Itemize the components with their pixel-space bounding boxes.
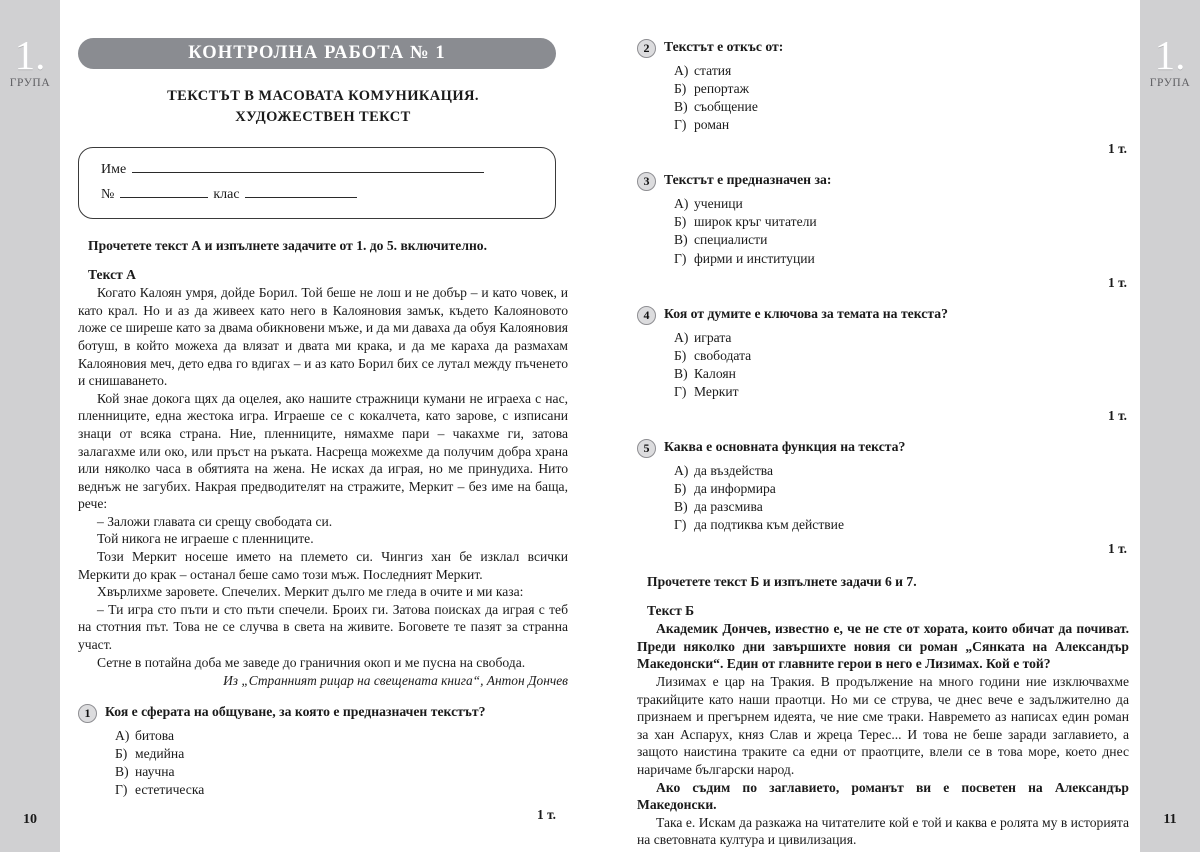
option-key: Г) <box>674 117 687 133</box>
section-spacer <box>637 557 1129 574</box>
right-page-column <box>637 0 1129 852</box>
option-key: Б) <box>674 347 687 363</box>
option-label: фирми и институции <box>694 250 815 266</box>
option-label: играта <box>694 329 732 345</box>
text-a-paragraph: Сетне в потайна доба ме заведе до граничния окоп и ме пусна на свобода. <box>97 654 526 670</box>
option-item[interactable] <box>674 498 1129 516</box>
left-page-column <box>78 0 568 852</box>
option-label: статия <box>694 63 732 78</box>
option-key: Б) <box>674 81 687 97</box>
question-number-badge: 2 <box>637 39 656 58</box>
text-b-interview-answer: Лизимах е цар на Тракия. В продължение на много години ние изключвахме тракийците като наши праотци. Но ми се струва, че днес вече е задължително да признаем и прегърнем идеята, че ние сме траки. Навремето аз написах един роман за хан Аспарух, княз Слав и жреца Терес... И това не беше заради заглавието, а защото наистина траките са едни от праотците, влели се в това море, което днес наричаме български народ. <box>637 674 1129 777</box>
option-label: репортаж <box>694 81 750 97</box>
question-3 <box>637 171 1129 290</box>
option-item[interactable] <box>674 347 1129 365</box>
option-key: А) <box>674 196 689 212</box>
option-label: битова <box>135 728 175 744</box>
number-label: № <box>101 186 115 202</box>
text-a-paragraph: Той никога не играеше с пленниците. <box>97 531 314 547</box>
option-item[interactable] <box>674 62 1129 80</box>
option-key: В) <box>674 232 688 248</box>
option-item[interactable] <box>674 195 1129 213</box>
question-4-head <box>637 305 1129 325</box>
page-number-left: 10 <box>23 812 37 827</box>
option-item[interactable] <box>674 231 1129 249</box>
question-5 <box>637 438 1129 557</box>
question-number-badge: 3 <box>637 172 656 191</box>
option-item[interactable] <box>115 745 568 763</box>
group-tab-left <box>0 0 60 852</box>
text-a-paragraph: – Заложи главата си срещу свободата си. <box>97 513 333 529</box>
group-tab-right <box>1140 0 1200 852</box>
option-item[interactable] <box>674 365 1129 383</box>
question-5-options <box>637 462 1129 534</box>
option-item[interactable] <box>115 781 568 799</box>
option-label: научна <box>135 764 175 780</box>
question-4-points: 1 т. <box>1108 407 1127 423</box>
option-key: А) <box>674 63 689 78</box>
question-1-head <box>78 703 568 723</box>
question-2-options <box>637 62 1129 134</box>
instruction-text-a: Прочетете текст А и изпълнете задачите от 1. до 5. включително. <box>88 238 487 254</box>
option-item[interactable] <box>674 80 1129 98</box>
group-label-right: ГРУПА <box>1149 76 1191 89</box>
question-2-prompt: Текстът е откъс от: <box>664 39 784 54</box>
option-label: роман <box>694 117 730 133</box>
option-label: да разсмива <box>694 499 763 515</box>
text-b-interview-question: Ако съдим по заглавието, романът ви е посветен на Александър Македонски. <box>637 779 1129 813</box>
option-item[interactable] <box>674 516 1129 534</box>
option-item[interactable] <box>674 98 1129 116</box>
option-key: А) <box>674 329 689 345</box>
option-label: широк кръг читатели <box>694 214 817 230</box>
question-3-head <box>637 171 1129 191</box>
number-input-line[interactable] <box>120 186 208 198</box>
option-key: Г) <box>674 517 687 533</box>
subtitle-line-2: ХУДОЖЕСТВЕН ТЕКСТ <box>235 108 411 125</box>
name-row <box>101 158 537 183</box>
student-info-box <box>78 147 556 219</box>
text-a-paragraph: – Ти игра сто пъти и сто пъти спечели. Броих ги. Затова поисках да играя с теб на стотния път. Това не се случва в света на живите. Боговете те пазят за странна участ. <box>78 601 568 653</box>
name-label: Име <box>101 162 127 178</box>
question-1 <box>78 703 568 822</box>
banner-title: КОНТРОЛНА РАБОТА № 1 <box>188 43 446 63</box>
class-input-line[interactable] <box>245 186 357 198</box>
text-b-label: Текст Б <box>647 603 695 619</box>
question-2-head <box>637 38 1129 58</box>
option-item[interactable] <box>674 250 1129 268</box>
question-3-options <box>637 195 1129 267</box>
option-item[interactable] <box>674 462 1129 480</box>
option-label: да информира <box>694 481 776 497</box>
question-2 <box>637 38 1129 157</box>
group-label-left: ГРУПА <box>9 76 51 89</box>
question-5-points: 1 т. <box>1108 541 1127 557</box>
question-number-badge: 1 <box>78 704 97 723</box>
text-a-paragraph: Кой знае докога щях да оцелея, ако нашите стражници кумани не играеха с нас, пленниците, една жестока игра. Играеше се с кокалчета, като зарове, с изписани знаци от всяка страна. Ние, пленниците, нямахме пари – чакахме ги, затова залагахме или око, или пръст на ръката. Насреща можехме да получим добра храна или няколко часа в обятията на жена. Не исках да играя, но ме принудиха. Нито веднъж не загубих. Накрая предводителят на стражите, Меркит – без име на баща, рече: <box>78 390 568 512</box>
instruction-text-b: Прочетете текст Б и изпълнете задачи 6 и 7. <box>647 574 917 590</box>
name-input-line[interactable] <box>132 161 484 173</box>
page-number-right: 11 <box>1163 812 1177 827</box>
option-key: Б) <box>674 481 687 497</box>
question-3-points: 1 т. <box>1108 274 1127 290</box>
option-key: Г) <box>674 383 687 399</box>
subtitle-line-1: ТЕКСТЪТ В МАСОВАТА КОМУНИКАЦИЯ. <box>167 88 479 104</box>
option-label: свободата <box>694 347 752 363</box>
option-key: Г) <box>674 250 687 266</box>
question-number-badge: 4 <box>637 306 656 325</box>
text-a-paragraph: Този Меркит носеше името на племето си. Чингиз хан бе изклал всички Меркити до крак – останал беше само този мъж. Последният Меркит. <box>78 549 568 582</box>
question-number-badge: 5 <box>637 439 656 458</box>
question-4-prompt: Коя от думите е ключова за темата на текста? <box>664 305 948 321</box>
test-banner <box>78 38 556 69</box>
option-key: В) <box>674 499 688 515</box>
group-number-right: 1. <box>1154 32 1186 78</box>
question-1-prompt: Коя е сферата на общуване, за която е предназначен текстът? <box>105 704 486 720</box>
option-label: Калоян <box>694 365 736 381</box>
option-item[interactable] <box>674 213 1129 231</box>
class-label: клас <box>213 186 240 202</box>
option-key: А) <box>674 462 689 478</box>
option-label: съобщение <box>694 99 758 115</box>
group-tab-right-inner <box>1140 32 1200 89</box>
question-5-prompt: Каква е основната функция на текста? <box>664 438 906 454</box>
question-1-options <box>78 727 568 799</box>
page-subtitle <box>78 86 568 127</box>
option-label: естетическа <box>135 782 205 798</box>
question-4 <box>637 305 1129 424</box>
group-number-left: 1. <box>14 32 46 78</box>
question-1-points: 1 т. <box>537 806 556 822</box>
question-2-points: 1 т. <box>1108 141 1127 157</box>
option-key: А) <box>115 728 130 744</box>
option-label: специалисти <box>694 232 768 248</box>
text-a-paragraph: Когато Калоян умря, дойде Борил. Той беше не лош и не добър – и като човек, и като крал. Но и аз да живеех като него в Калояновия замък, където Калояновото ложе се ширеше като за двама обикновени мъже, и да ми даваха да обуя Калояновия ботуш, в който можеха да влязат и двата ми крака, и да ме караха да размахам Калояновия меч, дето едва го вдигах – и аз като Борил бих се лутал между пъченето и снишаването. <box>78 285 568 389</box>
text-b-interview-question: Академик Дончев, известно е, че не сте от хората, които обичат да почиват. Преди няколко дни завършихте новия си роман „Сянката на Александър Македонски“. Един от главните герои в него е Лизимах. Кой е той? <box>637 621 1129 672</box>
option-item[interactable] <box>674 329 1129 347</box>
option-key: Г) <box>115 782 128 798</box>
option-label: да подтиква към действие <box>694 517 844 533</box>
option-key: Б) <box>674 214 687 230</box>
option-item[interactable] <box>115 763 568 781</box>
question-4-options <box>637 329 1129 401</box>
option-item[interactable] <box>674 116 1129 134</box>
option-item[interactable] <box>674 383 1129 401</box>
text-b-interview-answer: Така е. Искам да разкажа на читателите кой е той и каква е ролята му в историята на световната култура и цивилизация. <box>637 814 1129 848</box>
number-class-row <box>101 183 537 208</box>
option-item[interactable] <box>674 480 1129 498</box>
option-label: Меркит <box>694 383 739 399</box>
group-tab-left-inner <box>0 32 60 89</box>
text-a-paragraph: Хвърлихме заровете. Спечелих. Меркит дълго ме гледа в очите и ми каза: <box>97 584 524 600</box>
question-5-head <box>637 438 1129 458</box>
option-key: В) <box>674 365 688 381</box>
option-label: да въздейства <box>694 462 774 478</box>
option-key: В) <box>115 764 129 780</box>
text-a-label: Текст А <box>88 267 137 283</box>
option-key: В) <box>674 99 688 115</box>
option-item[interactable] <box>115 727 568 745</box>
option-key: Б) <box>115 746 128 762</box>
option-label: ученици <box>694 196 743 212</box>
text-a-attribution: Из „Странният рицар на свещената книга“, Антон Дончев <box>223 673 568 689</box>
question-3-prompt: Текстът е предназначен за: <box>664 172 832 188</box>
option-label: медийна <box>135 746 185 762</box>
